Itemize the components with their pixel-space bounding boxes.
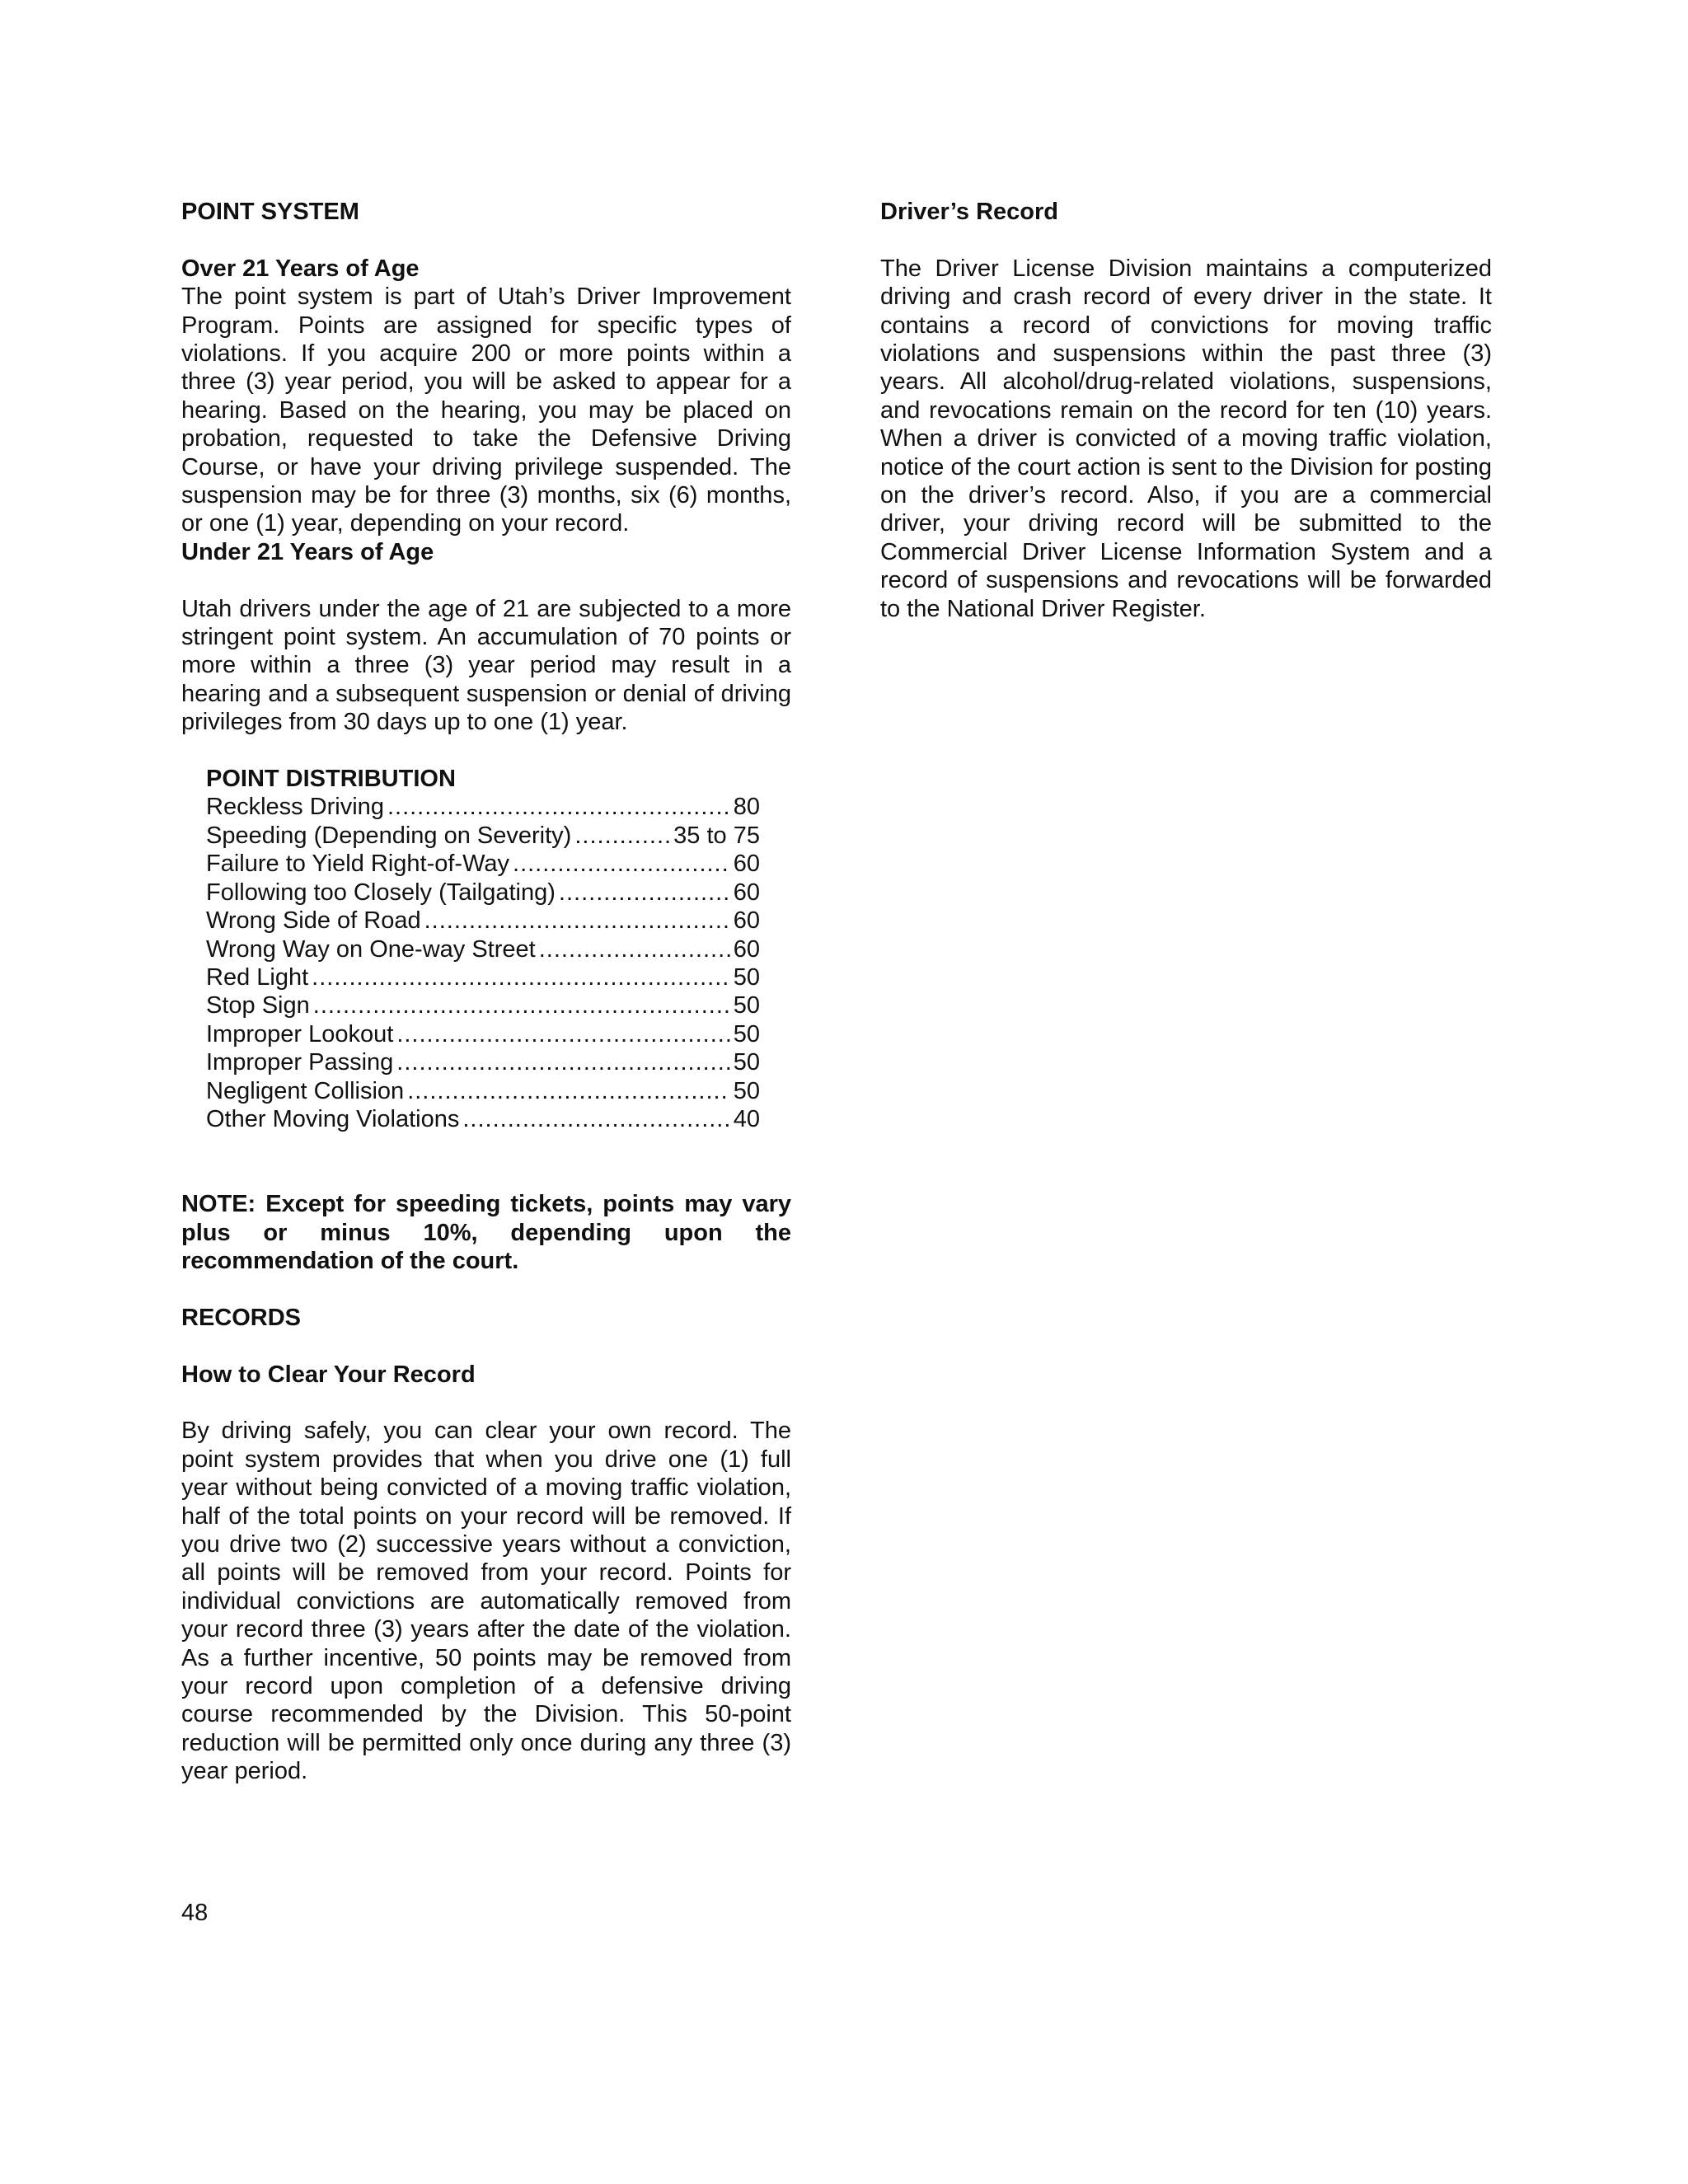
clear-record-paragraph: By driving safely, you can clear your own record. The point system provides that when you drive one (1) full year without being convicted of a moving traffic violation, half of the total points on your record will be removed. If you drive two (2) successive years without a conviction, all points will be removed from your record. Points for individual convictions are automatically removed from your record three (3) years after the date of the violation. As a further incentive, 50 points may be removed from your record upon completion of a defensive driving course recommended by the Division. This 50-point reduction will be permitted only once during any three (3) year period.: [181, 1418, 791, 1785]
dot-leader: [313, 991, 730, 1019]
dot-leader: [559, 879, 730, 907]
distribution-points: 80: [733, 794, 760, 821]
distribution-row: [206, 907, 760, 935]
distribution-points: 50: [733, 1049, 760, 1076]
distribution-label: Reckless Driving: [206, 794, 384, 821]
spacer: [880, 226, 1492, 254]
distribution-row: [206, 793, 760, 821]
over-21-paragraph: The point system is part of Utah’s Driver Improvement Program. Points are assigned for specific types of violations. If you acquire 200 or more points within a three (3) year period, you will be asked to appear for a hearing. Based on the hearing, you may be placed on probation, requested to take the Defensive Driving Course, or have your driving privilege suspended. The suspension may be for three (3) months, six (6) months, or one (1) year, depending on your record.: [181, 284, 791, 537]
drivers-record-paragraph: The Driver License Division maintains a computerized driving and crash record of every driver in the state. It contains a record of convictions for moving traffic violations and suspensions within the past three (3) years. All alcohol/drug-related violations, suspensions, and revocations remain on the record for ten (10) years. When a driver is convicted of a moving traffic violation, notice of the court action is sent to the Division for posting on the driver’s record. Also, if you are a commercial driver, your driving record will be submitted to the Commercial Driver License Information System and a record of suspensions and revocations will be forwarded to the National Driver Register.: [880, 255, 1492, 622]
dot-leader: [513, 850, 730, 878]
page-number: 48: [181, 1900, 209, 1926]
distribution-points: 50: [733, 1020, 760, 1047]
distribution-label: Wrong Way on One-way Street: [206, 935, 536, 963]
spacer: [181, 1133, 791, 1161]
distribution-row: [206, 1077, 760, 1105]
distribution-label: Stop Sign: [206, 992, 310, 1019]
point-system-heading: POINT SYSTEM: [181, 199, 359, 225]
distribution-row: [206, 822, 760, 850]
spacer: [181, 1332, 791, 1360]
point-distribution-rows: [206, 793, 760, 1133]
dot-leader: [539, 935, 730, 963]
left-column: [181, 198, 791, 1786]
distribution-points: 60: [733, 879, 760, 906]
distribution-points: 50: [733, 992, 760, 1019]
dot-leader: [387, 793, 730, 821]
distribution-row: [206, 991, 760, 1019]
distribution-points: 60: [733, 907, 760, 935]
distribution-points: 35 to 75: [673, 822, 760, 849]
spacer: [181, 226, 791, 254]
distribution-label: Failure to Yield Right-of-Way: [206, 851, 510, 878]
point-distribution-title: POINT DISTRIBUTION: [206, 766, 456, 793]
distribution-points: 60: [733, 851, 760, 878]
distribution-label: Other Moving Violations: [206, 1105, 460, 1132]
point-distribution-list: [206, 765, 760, 1133]
dot-leader: [407, 1077, 730, 1105]
distribution-label: Following too Closely (Tailgating): [206, 879, 556, 906]
distribution-row: [206, 1020, 760, 1048]
under-21-heading: Under 21 Years of Age: [181, 538, 434, 565]
distribution-row: [206, 1105, 760, 1133]
distribution-label: Speeding (Depending on Severity): [206, 822, 572, 849]
right-column: [880, 198, 1492, 623]
note-paragraph: NOTE: Except for speeding tickets, points may vary plus or minus 10%, depending upon the recommendation of the court.: [181, 1191, 791, 1274]
distribution-points: 50: [733, 1077, 760, 1104]
under-21-paragraph: Utah drivers under the age of 21 are subjected to a more stringent point system. An accumulation of 70 points or more within a three (3) year period may result in a hearing and a subsequent suspension or denial of driving privileges from 30 days up to one (1) year.: [181, 595, 791, 736]
distribution-label: Improper Passing: [206, 1049, 394, 1076]
dot-leader: [396, 1020, 729, 1048]
distribution-label: Negligent Collision: [206, 1077, 405, 1104]
spacer: [181, 566, 791, 594]
dot-leader: [574, 822, 670, 850]
spacer: [181, 1389, 791, 1417]
distribution-row: [206, 963, 760, 991]
clear-record-heading: How to Clear Your Record: [181, 1361, 476, 1388]
distribution-row: [206, 879, 760, 907]
drivers-record-heading: Driver’s Record: [880, 199, 1058, 225]
distribution-label: Red Light: [206, 963, 309, 991]
distribution-points: 40: [733, 1105, 760, 1132]
records-heading: RECORDS: [181, 1304, 302, 1331]
spacer: [181, 1275, 791, 1303]
over-21-heading: Over 21 Years of Age: [181, 255, 420, 282]
distribution-label: Improper Lookout: [206, 1020, 394, 1047]
distribution-row: [206, 935, 760, 963]
dot-leader: [312, 963, 730, 991]
dot-leader: [424, 907, 730, 935]
distribution-row: [206, 850, 760, 878]
distribution-row: [206, 1048, 760, 1076]
distribution-points: 50: [733, 963, 760, 991]
spacer: [181, 737, 791, 765]
dot-leader: [396, 1048, 729, 1076]
distribution-points: 60: [733, 935, 760, 963]
distribution-label: Wrong Side of Road: [206, 907, 421, 935]
spacer: [181, 1162, 791, 1190]
dot-leader: [462, 1105, 729, 1133]
